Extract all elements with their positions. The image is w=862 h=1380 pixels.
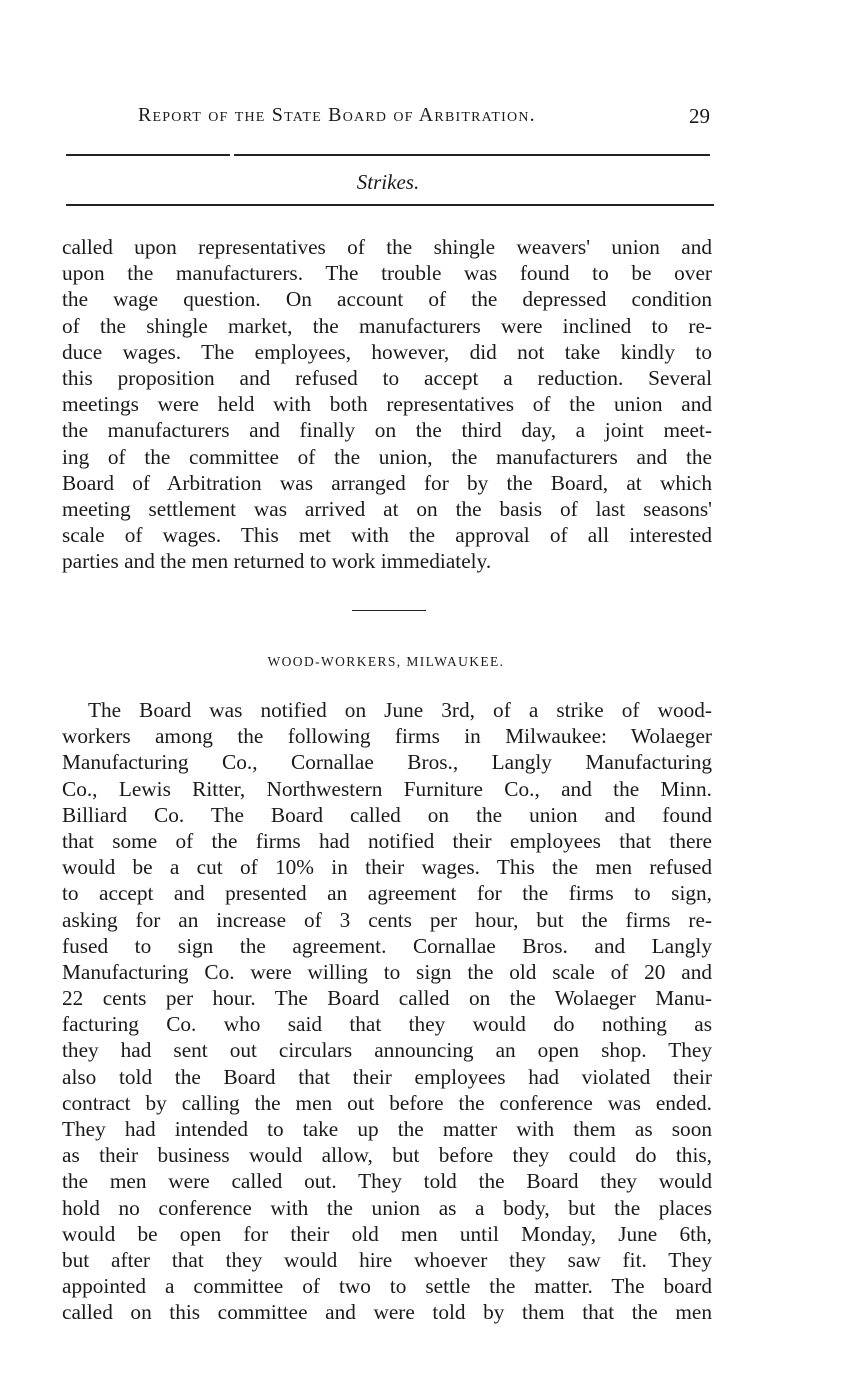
text-line: of the shingle market, the manufacturers were inclined to re- <box>62 313 712 338</box>
text-line: workers among the following firms in Milwaukee: Wolaeger <box>62 724 712 749</box>
text-line: They had intended to take up the matter with them as soon <box>62 1117 712 1141</box>
page-number: 29 <box>689 104 710 128</box>
text-line: fused to sign the agreement. Cornallae Bros. and Langly <box>62 933 712 958</box>
section-rule <box>66 204 714 206</box>
text-line: called on this committee and were told by them that the men <box>62 1300 712 1325</box>
text-line: would be open for their old men until Monday, June 6th, <box>62 1221 712 1246</box>
text-line: meeting settlement was arrived at on the basis of last seasons' <box>62 496 712 521</box>
text-line: that some of the firms had notified their employees that there <box>62 828 712 853</box>
paragraph-wood-workers <box>62 697 712 1326</box>
paragraph-shingle-weavers <box>62 234 712 574</box>
running-head-title: Report of the State Board of Arbitration. <box>138 104 536 126</box>
text-line: Board of Arbitration was arranged for by the Board, at which <box>62 470 712 495</box>
text-line: they had sent out circulars announcing an open shop. They <box>62 1038 712 1063</box>
text-line: also told the Board that their employees had violated their <box>62 1064 712 1089</box>
text-line: facturing Co. who said that they would do nothing as <box>62 1012 712 1037</box>
text-line: meetings were held with both representatives of the union and <box>62 392 712 417</box>
text-line: the men were called out. They told the Board they would <box>62 1169 712 1194</box>
text-line: contract by calling the men out before the conference was ended. <box>62 1090 712 1115</box>
text-line: 22 cents per hour. The Board called on the Wolaeger Manu- <box>62 986 712 1011</box>
section-divider <box>352 610 426 611</box>
text-line: appointed a committee of two to settle the matter. The board <box>62 1274 712 1299</box>
text-line: would be a cut of 10% in their wages. This the men refused <box>62 855 712 880</box>
text-line: Manufacturing Co. were willing to sign the old scale of 20 and <box>62 959 712 984</box>
text-line: asking for an increase of 3 cents per hour, but the firms re- <box>62 907 712 932</box>
text-line: scale of wages. This met with the approval of all interested <box>62 523 712 548</box>
header-rule-right <box>234 154 710 156</box>
running-head <box>138 104 714 134</box>
text-line: Co., Lewis Ritter, Northwestern Furniture Co., and the Minn. <box>62 776 712 801</box>
text-line: upon the manufacturers. The trouble was found to be over <box>62 261 712 286</box>
text-line: but after that they would hire whoever they saw fit. They <box>62 1247 712 1272</box>
text-line: the wage question. On account of the depressed condition <box>62 287 712 312</box>
text-line: Manufacturing Co., Cornallae Bros., Langly Manufacturing <box>62 750 712 775</box>
text-line: parties and the men returned to work immediately. <box>62 549 492 574</box>
text-line: duce wages. The employees, however, did not take kindly to <box>62 339 712 364</box>
text-line: the manufacturers and finally on the third day, a joint meet- <box>62 418 712 443</box>
text-line: Billiard Co. The Board called on the union and found <box>62 802 712 827</box>
text-line: this proposition and refused to accept a reduction. Several <box>62 365 712 390</box>
text-line: as their business would allow, but before they could do this, <box>62 1143 712 1168</box>
text-line: called upon representatives of the shingle weavers' union and <box>62 235 712 259</box>
section-heading: Strikes. <box>356 170 420 194</box>
subheading-wood-workers: WOOD-WORKERS, MILWAUKEE. <box>267 654 505 669</box>
text-line: The Board was notified on June 3rd, of a strike of wood- <box>88 698 712 722</box>
header-rule-left <box>66 154 230 156</box>
text-line: ing of the committee of the union, the manufacturers and the <box>62 444 712 469</box>
text-line: to accept and presented an agreement for the firms to sign, <box>62 881 712 906</box>
text-line: hold no conference with the union as a body, but the places <box>62 1195 712 1220</box>
